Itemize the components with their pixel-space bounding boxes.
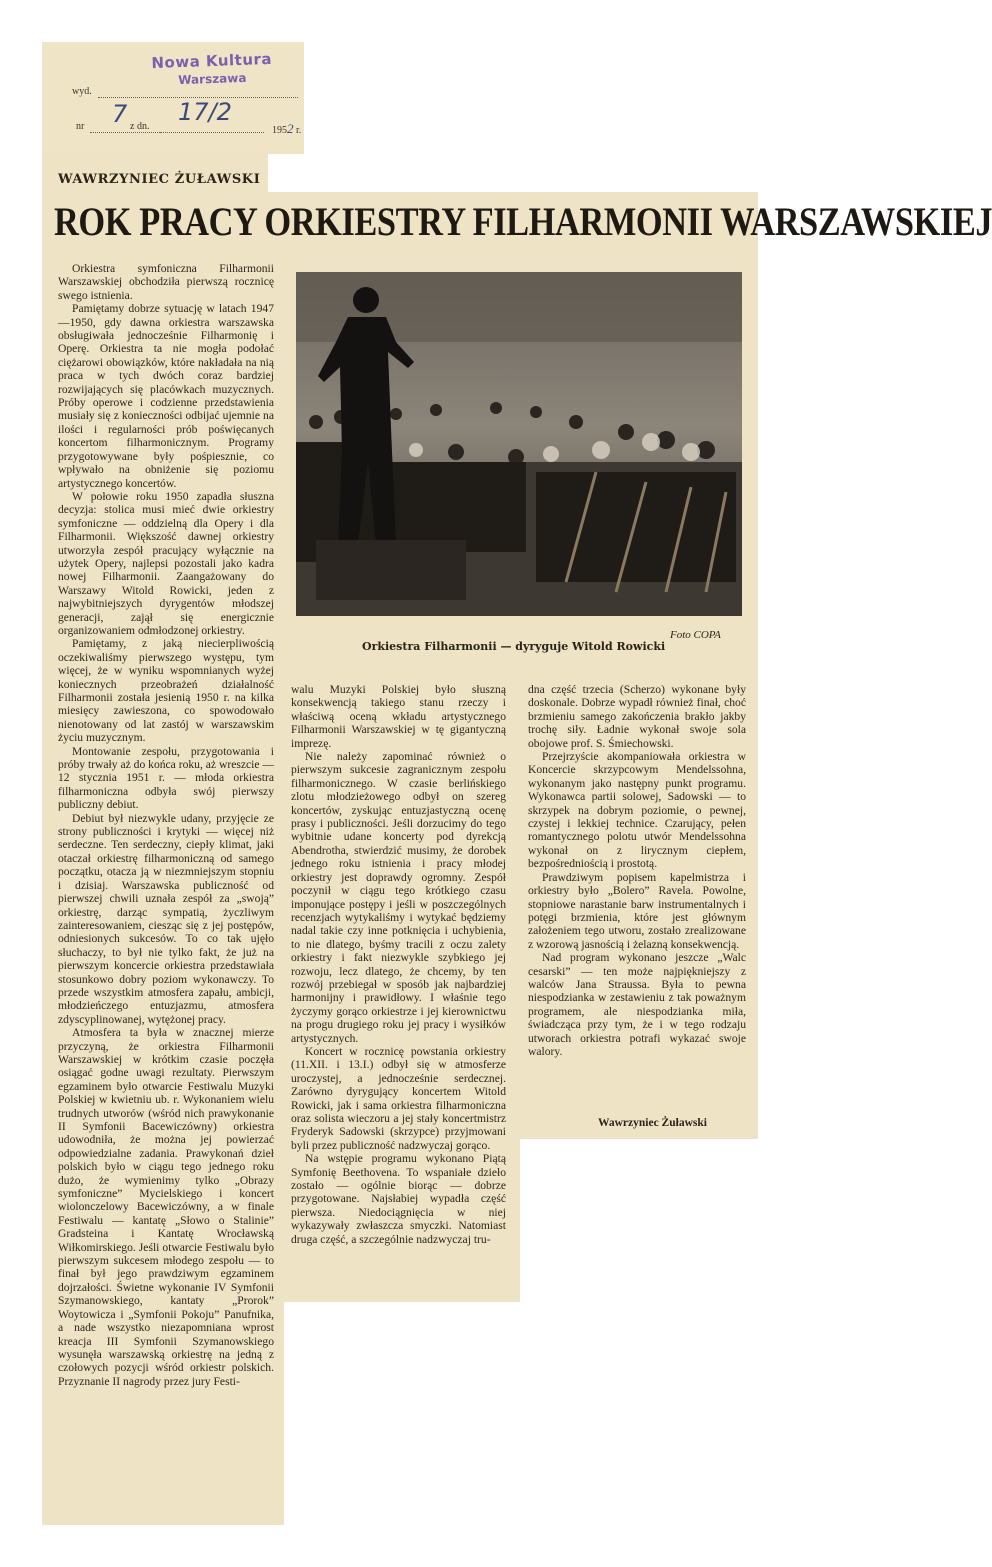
date-line [160, 132, 264, 133]
nr-label: nr [76, 121, 85, 132]
article-headline: ROK PRACY ORKIESTRY FILHARMONII WARSZAWSKIEJ [54, 199, 992, 244]
paragraph: walu Muzyki Polskiej było słuszną konsekwencją takiego stanu rzeczy i właściwą oceną wkładu artystycznego Filharmonii Warszawskiej w tę gigantyczną imprezę. [291, 683, 506, 750]
paragraph: Debiut był niezwykle udany, przyjęcie ze strony publiczności i krytyki — więcej niż serdeczne. Ten serdeczny, ciepły klimat, jaki otaczał orkiestrę filharmoniczną od samego początku, otacza ją w niezmniejszym stopniu i dzisiaj. Warszawska publiczność od pierwszej chwili uznała zespół za „swoją” orkiestrę, darząc sympatią, życzliwym zainteresowaniem, ciesząc się z jej postępów, odniesionych sukcesów. To co tak ujęło słuchaczy, to był nie tylko fakt, że już na pierwszym koncercie orkiestra przedstawiała stosunkowo dobry poziom wykonawczy. To przede wszystkim atmosfera zapału, ambicji, młodzieńczego entuzjazmu, atmosfera zdyscyplinowanej, wytężonej pracy. [58, 811, 274, 1026]
paragraph: Orkiestra symfoniczna Filharmonii Warszawskiej obchodziła pierwszą rocznicę swego istnienia. [58, 262, 274, 302]
article-column-middle [291, 683, 506, 1246]
orchestra-photo-illustration [296, 272, 742, 616]
photo-caption: Orkiestra Filharmonii — dyryguje Witold Rowicki [362, 640, 666, 653]
paragraph: Nie należy zapominać również o pierwszym sukcesie zagranicznym zespołu filharmonicznego. W czasie berlińskiego zlotu młodzieżowego odbył on szereg koncertów, zyskując entuzjastyczną ocenę prasy i publiczności. Jeśli dorzucimy do tego wybitnie udane koncerty pod dyrekcją Abendrotha, stwierdzić musimy, że dorobek jednego roku istnienia i pracy młodej orkiestry jest doprawdy ogromny. Zespół poczynił w ciągu tego krótkiego czasu imponujące postępy i jeśli w poszczególnych recenzjach wytykaliśmy i wytykać będziemy nadal takie czy inne potknięcia i uchybienia, to nie dlatego, byśmy tracili z oczu zalety orkiestry i fakt niezwykle szybkiego jej rozwoju, lecz dlatego, że chcemy, by ten rozwój przebiegał w sposób jak najbardziej harmonijny i prawidłowy. I właśnie tego życzymy gorąco orkiestrze i jej kierownictwu na progu drugiego roku jej pracy i wysiłków artystycznych. [291, 750, 506, 1045]
paragraph: Atmosfera ta była w znacznej mierze przyczyną, że orkiestra Filharmonii Warszawskiej w krótkim czasie poczęła osiągać godne uwagi rezultaty. Pierwszym egzaminem było otwarcie Festiwalu Muzyki Polskiej w kwietniu ub. r. Wykonaniem wielu trudnych utworów (wśród nich prawykonanie II Symfonii Bacewiczówny) orkiestra udowodniła, że można jej powierzać odpowiedzialne zadania. Prawykonań dzieł polskich było w ciągu tego jednego roku dużo, że wymienimy tylko „Obrazy symfoniczne” Mycielskiego i koncert wiolonczelowy Bacewiczówny, a w finale Festiwalu — kantatę „Słowo o Stalinie” Gradsteina i Kantatę Wrocławską Wiłkomirskiego. Jeśli otwarcie Festiwalu było pierwszym sukcesem młodego zespołu — to finał był jego prawdziwym egzaminem dojrzałości. Świetne wykonanie IV Symfonii Szymanowskiego, kantaty „Prorok” Woytowicza i „Symfonii Pokoju” Panufnika, a nade wszystko niezapomniana wprost kreacja III Symfonii Szymanowskiego wysunęła warszawską orkiestrę na jedną z czołowych pozycji wśród orkiestr polskich. Przyznanie II nagrody przez jury Festi- [58, 1026, 274, 1388]
publication-stamp [146, 50, 277, 89]
issue-date: 17/2 [178, 98, 232, 126]
year-label: 1952 r. [272, 121, 302, 136]
paragraph: Prawdziwym popisem kapelmistrza i orkiestry było „Bolero” Ravela. Powolne, stopniowe narastanie barw instrumentalnych i potęgi brzmienia, które jest głównym założeniem tego utworu, zostało zrealizowane z wzorową jasnością i żelazną konsekwencją. [528, 870, 746, 951]
stamp-name: Nowa Kultura [151, 49, 273, 73]
paragraph: dna część trzecia (Scherzo) wykonane były doskonale. Dobrze wypadł również finał, choć brzmieniu samego zakończenia brakło jakby trochę siły. Ładnie wykonał swoje sola obojowe prof. S. Śmiechowski. [528, 683, 746, 750]
article-column-right [528, 683, 746, 1058]
article-author: WAWRZYNIEC ŻUŁAWSKI [58, 172, 261, 187]
paragraph: Pamiętamy dobrze sytuację w latach 1947—1950, gdy dawna orkiestra warszawska obsługiwała jednocześnie Filharmonię i Operę. Orkiestra ta nie mogła podołać ciężarowi obowiązków, które nakładała na nią praca w tych dwóch coraz bardziej rozwijających się placówkach muzycznych. Próby operowe i codzienne przedstawienia musiały się z konieczności odbijać ujemnie na ilości i regularności prób poświęcanych koncertom filharmonicznym. Programy przygotowywane były pośpiesznie, co wpływało na obniżenie się poziomu artystycznego koncertów. [58, 302, 274, 490]
photo-credit: Foto COPA [670, 629, 721, 641]
paragraph: Przejrzyście akompaniowała orkiestra w Koncercie skrzypcowym Mendelssohna, wykonanym jako następny punkt programu. Wykonawca partii solowej, Sadowski — to skrzypek na dobrym poziomie, o pewnej, czystej i lekkiej technice. Czarujący, pełen romantycznego polotu utwór Mendelssohna wykonał on z lirycznym ciepłem, bezpośredniością i prostotą. [528, 750, 746, 871]
index-card [42, 42, 304, 154]
stamp-city: Warszawa [178, 70, 247, 88]
date-label: z dn. [130, 121, 150, 132]
article-signature: Wawrzyniec Żuławski [598, 1117, 707, 1129]
issue-number: 7 [112, 100, 128, 128]
nr-line [90, 132, 160, 133]
paragraph: Na wstępie programu wykonano Piątą Symfonię Beethovena. To wspaniałe dzieło zostało — ogólnie biorąc — dobrze przygotowane. Najsłabiej wypadła część pierwsza. Niedociągnięcia w niej wykazywały zwłaszcza smyczki. Natomiast druga część, a szczególnie nadzwyczaj tru- [291, 1152, 506, 1246]
orchestra-photo [296, 272, 742, 616]
paragraph: Pamiętamy, z jaką niecierpliwością oczekiwaliśmy pierwszego występu, tym więcej, że w wyniku wspomnianych wyżej koniecznych przeobrażeń działalność Filharmonii została jesienią 1950 r. na kilka miesięcy zawieszona, co spowodowało nienotowany od lat zastój w warszawskim życiu muzycznym. [58, 637, 274, 745]
paragraph: Nad program wykonano jeszcze „Walc cesarski” — ten może najpiękniejszy z walców Jana Straussa. Była to pewna niespodzianka w zestawieniu z tak poważnym programem, ale niespodzianka miła, świadcząca przy tym, że i w tego rodzaju utworach orkiestra potrafi wykazać swoje walory. [528, 951, 746, 1058]
article-column-left [58, 262, 274, 1388]
paragraph: Montowanie zespołu, przygotowania i próby trwały aż do końca roku, aż wreszcie — 12 stycznia 1951 r. — młoda orkiestra filharmoniczna odbyła swój pierwszy publiczny debiut. [58, 744, 275, 812]
paragraph: Koncert w rocznicę powstania orkiestry (11.XII. i 13.I.) odbył się w atmosferze uroczystej, a jednocześnie serdecznej. Zarówno dyrygujący koncertem Witold Rowicki, jak i sama orkiestra filharmoniczna oraz solista wieczoru a jej stały koncertmistrz Fryderyk Sadowski (skrzypce) przyjmowani byli przez publiczność nadzwyczaj gorąco. [291, 1044, 506, 1152]
wyd-label: wyd. [72, 86, 92, 97]
paragraph: W połowie roku 1950 zapadła słuszna decyzja: stolica musi mieć dwie orkiestry symfoniczne — oddzielną dla Opery i dla Filharmonii. Większość dawnej orkiestry utworzyła zespół pracujący wyłącznie na użytek Opery, najlepsi pozostali jako kadra nowej Filharmonii. Zaangażowany do Warszawy Witold Rowicki, jeden z najwybitniejszych dyrygentów młodszej generacji, zajął się energicznie organizowaniem odmłodzonej orkiestry. [58, 489, 274, 637]
